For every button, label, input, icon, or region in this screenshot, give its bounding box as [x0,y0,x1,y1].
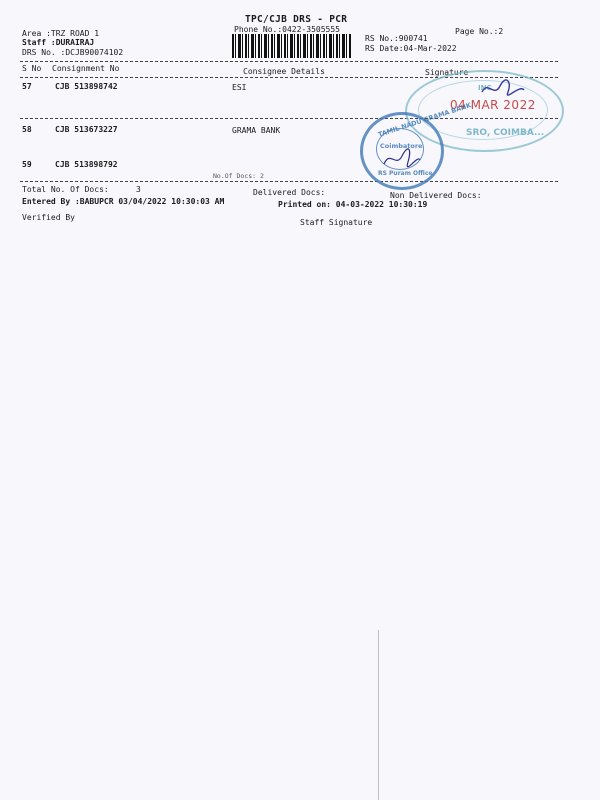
row-consignee: GRAMA BANK [232,126,281,135]
row-consignment: CJB 513673227 [55,125,118,134]
column-consignee: Consignee Details [243,67,325,76]
printed-on: Printed on: 04-03-2022 10:30:19 [278,200,428,209]
barcode [232,34,352,58]
oval-stamp-top-text: INC [478,84,492,92]
total-docs-label: Total No. Of Docs: [22,185,109,194]
column-signature: Signature [425,68,469,77]
rs-date: RS Date:04-Mar-2022 [365,44,457,53]
delivered-docs-label: Delivered Docs: [253,188,326,197]
drs-number: DRS No. :DCJB90074102 [22,48,124,57]
round-stamp-top-text: TAMIL NADU GRAMA BANK [377,101,473,139]
row-consignee: ESI [232,83,247,92]
column-sno: S No [22,64,42,73]
row-consignment: CJB 513898792 [55,160,118,169]
row-sno: 58 [22,125,32,134]
staff-signature-label: Staff Signature [300,218,373,227]
rs-number: RS No.:900741 [365,34,428,43]
document-title: TPC/CJB DRS - PCR [245,14,348,25]
area-field: Area :TRZ ROAD 1 [22,29,100,38]
docs-count-note: No.Of Docs: 2 [213,172,264,180]
signature-scribble-icon [478,78,526,100]
total-docs-value: 3 [136,185,141,194]
round-stamp-center-text: Coimbatore [380,142,423,150]
row-consignment: CJB 513898742 [55,82,118,91]
row-sno: 59 [22,160,32,169]
phone-number: Phone No.:0422-3505555 [234,25,340,34]
staff-field: Staff :DURAIRAJ [22,38,95,47]
non-delivered-docs-label: Non Delivered Docs: [390,191,482,200]
row-sno: 57 [22,82,32,91]
page-number: Page No.:2 [455,27,504,36]
stamp-signature-icon [382,146,422,170]
entered-by: Entered By :BABUPCR 03/04/2022 10:30:03 AM [22,197,225,206]
column-consignment: Consignment No [52,64,120,73]
header-divider-top [20,61,558,62]
footer-divider [20,181,558,182]
date-stamp: 04 MAR 2022 [450,98,536,112]
scan-artifact-line [378,630,379,800]
verified-by-label: Verified By [22,213,75,222]
round-stamp-bottom-text: RS Puram Office [378,170,433,177]
oval-stamp-bottom-text: SRO, COIMBA... [466,128,545,138]
